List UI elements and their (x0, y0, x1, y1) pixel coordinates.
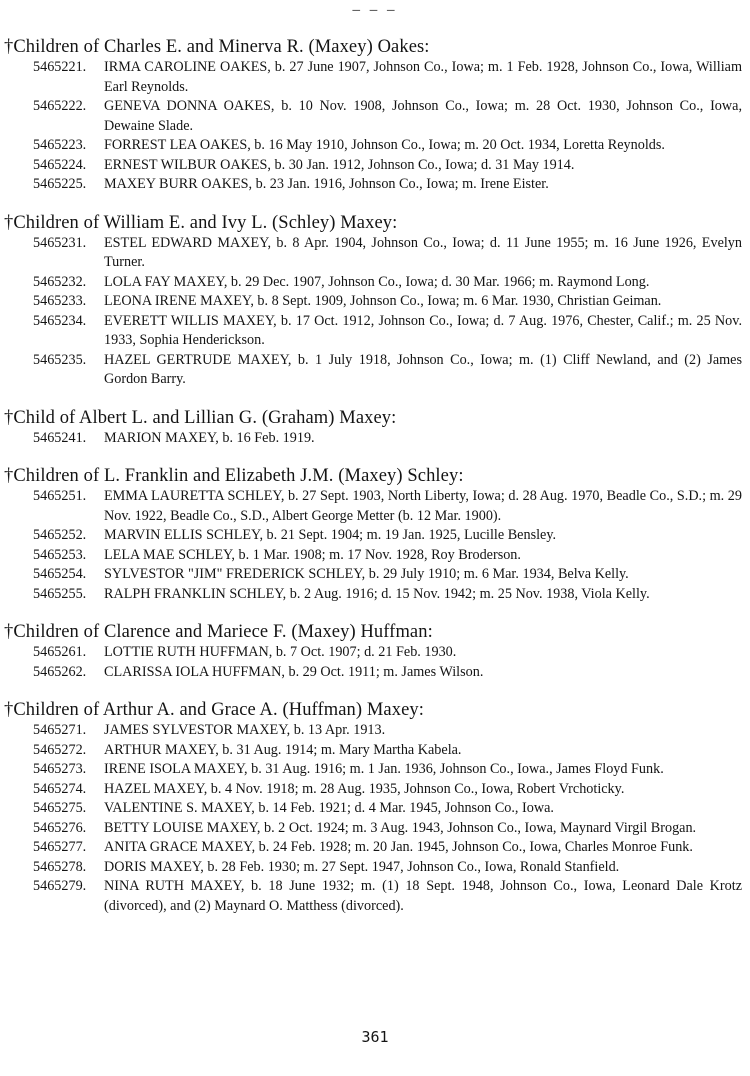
entry-text: LEONA IRENE MAXEY, b. 8 Sept. 1909, Johnson Co., Iowa; m. 6 Mar. 1930, Christian Geiman. (104, 293, 662, 309)
entry-number: 5465221. (33, 59, 87, 75)
entry-text: JAMES SYLVESTOR MAXEY, b. 13 Apr. 1913. (104, 722, 386, 738)
entry-text: LELA MAE SCHLEY, b. 1 Mar. 1908; m. 17 Nov. 1928, Roy Broderson. (104, 546, 521, 563)
entry-item (4, 156, 742, 176)
family-heading: †Children of William E. and Ivy L. (Schley) Maxey: (4, 212, 398, 233)
entry-number: 5465223. (33, 137, 87, 153)
entry-item (4, 838, 742, 858)
entry-number: 5465232. (33, 273, 87, 290)
entry-text: ARTHUR MAXEY, b. 31 Aug. 1914; m. Mary Martha Kabela. (104, 741, 462, 758)
entry-item (4, 819, 742, 839)
entry-item (4, 643, 742, 663)
family-section (4, 699, 742, 916)
entry-number: 5465277. (33, 839, 87, 855)
entry-number: 5465235. (33, 351, 87, 368)
entry-item (4, 351, 742, 390)
entry-text: GENEVA DONNA OAKES, b. 10 Nov. 1908, Johnson Co., Iowa; m. 28 Oct. 1930, Johnson Co., Iowa, Dewaine Slade. (104, 98, 742, 134)
family-heading: †Child of Albert L. and Lillian G. (Graham) Maxey: (4, 407, 397, 428)
entry-item (4, 136, 742, 156)
entry-item (4, 585, 742, 605)
entry-number: 5465271. (33, 722, 87, 738)
entry-number: 5465233. (33, 293, 87, 309)
page-number: 361 (361, 1028, 389, 1046)
entry-text: LOTTIE RUTH HUFFMAN, b. 7 Oct. 1907; d. 21 Feb. 1930. (104, 644, 457, 660)
family-section (4, 407, 742, 449)
entry-text: ESTEL EDWARD MAXEY, b. 8 Apr. 1904, Johnson Co., Iowa; d. 11 June 1955; m. 16 June 1926, Evelyn Turner. (104, 234, 742, 270)
entry-text: SYLVESTOR "JIM" FREDERICK SCHLEY, b. 29 July 1910; m. 6 Mar. 1934, Belva Kelly. (104, 566, 629, 582)
entry-item (4, 97, 742, 136)
entry-text: ANITA GRACE MAXEY, b. 24 Feb. 1928; m. 20 Jan. 1945, Johnson Co., Iowa, Charles Monroe Funk. (104, 839, 693, 855)
genealogy-content (4, 36, 742, 933)
entry-number: 5465261. (33, 644, 87, 660)
entry-item (4, 741, 742, 761)
entry-text: MARION MAXEY, b. 16 Feb. 1919. (104, 429, 315, 446)
entry-number: 5465234. (33, 312, 87, 329)
entry-number: 5465275. (33, 800, 87, 816)
family-heading: †Children of Arthur A. and Grace A. (Huffman) Maxey: (4, 700, 424, 720)
entry-number: 5465276. (33, 819, 87, 836)
entry-text: HAZEL MAXEY, b. 4 Nov. 1918; m. 28 Aug. 1935, Johnson Co., Iowa, Robert Vrchoticky. (104, 780, 625, 797)
entry-text: RALPH FRANKLIN SCHLEY, b. 2 Aug. 1916; d. 15 Nov. 1942; m. 25 Nov. 1938, Viola Kelly. (104, 585, 650, 602)
header-mark: – – – (352, 2, 398, 18)
entry-item (4, 429, 742, 449)
entry-text: HAZEL GERTRUDE MAXEY, b. 1 July 1918, Johnson Co., Iowa; m. (1) Cliff Newland, and (2) James Gordon Barry. (104, 351, 742, 387)
entry-text: NINA RUTH MAXEY, b. 18 June 1932; m. (1) 18 Sept. 1948, Johnson Co., Iowa, Leonard Dale Krotz (divorced), and (2) Maynard O. Matthess (divorced). (104, 878, 742, 914)
entry-number: 5465279. (33, 878, 87, 894)
entry-text: ERNEST WILBUR OAKES, b. 30 Jan. 1912, Johnson Co., Iowa; d. 31 May 1914. (104, 156, 575, 173)
family-section (4, 36, 742, 195)
entry-number: 5465278. (33, 858, 87, 875)
entry-item (4, 234, 742, 273)
entry-item (4, 799, 742, 819)
entry-item (4, 292, 742, 312)
entry-number: 5465254. (33, 566, 87, 582)
entry-number: 5465251. (33, 488, 87, 504)
entry-text: IRENE ISOLA MAXEY, b. 31 Aug. 1916; m. 1 Jan. 1936, Johnson Co., Iowa., James Floyd Funk. (104, 761, 664, 777)
entry-text: EVERETT WILLIS MAXEY, b. 17 Oct. 1912, Johnson Co., Iowa; d. 7 Aug. 1976, Chester, Calif.; m. 25 Nov. 1933, Sophia Henderickson. (104, 312, 742, 348)
entry-text: MAXEY BURR OAKES, b. 23 Jan. 1916, Johnson Co., Iowa; m. Irene Eister. (104, 176, 549, 192)
family-heading: †Children of Clarence and Mariece F. (Maxey) Huffman: (4, 622, 433, 642)
entry-text: EMMA LAURETTA SCHLEY, b. 27 Sept. 1903, North Liberty, Iowa; d. 28 Aug. 1970, Beadle Co., S.D.; m. 29 Nov. 1922, Beadle Co., S.D., Albert George Metter (b. 12 Mar. 1900). (104, 488, 742, 524)
entry-number: 5465231. (33, 234, 87, 251)
family-heading: †Children of Charles E. and Minerva R. (Maxey) Oakes: (4, 37, 430, 57)
entry-number: 5465255. (33, 585, 87, 602)
family-section (4, 212, 742, 390)
entry-item (4, 780, 742, 800)
entry-number: 5465262. (33, 663, 87, 680)
entry-item (4, 58, 742, 97)
entry-number: 5465225. (33, 176, 87, 192)
entry-item (4, 546, 742, 566)
entry-item (4, 175, 742, 195)
entry-text: DORIS MAXEY, b. 28 Feb. 1930; m. 27 Sept. 1947, Johnson Co., Iowa, Ronald Stanfield. (104, 858, 620, 875)
entry-text: CLARISSA IOLA HUFFMAN, b. 29 Oct. 1911; m. James Wilson. (104, 663, 484, 680)
entry-item (4, 858, 742, 878)
entry-number: 5465253. (33, 546, 87, 563)
entry-text: LOLA FAY MAXEY, b. 29 Dec. 1907, Johnson Co., Iowa; d. 30 Mar. 1966; m. Raymond Long. (104, 273, 650, 290)
entry-text: BETTY LOUISE MAXEY, b. 2 Oct. 1924; m. 3 Aug. 1943, Johnson Co., Iowa, Maynard Virgil Brogan. (104, 819, 697, 836)
entry-text: IRMA CAROLINE OAKES, b. 27 June 1907, Johnson Co., Iowa; m. 1 Feb. 1928, Johnson Co., Iowa, William Earl Reynolds. (104, 59, 742, 95)
entry-number: 5465241. (33, 429, 87, 446)
entry-text: VALENTINE S. MAXEY, b. 14 Feb. 1921; d. 4 Mar. 1945, Johnson Co., Iowa. (104, 800, 554, 816)
entry-item (4, 760, 742, 780)
entry-item (4, 877, 742, 916)
entry-number: 5465273. (33, 761, 87, 777)
entry-item (4, 526, 742, 546)
family-section (4, 621, 742, 682)
entry-item (4, 487, 742, 526)
entry-number: 5465222. (33, 98, 87, 114)
entry-number: 5465274. (33, 780, 87, 797)
entry-text: MARVIN ELLIS SCHLEY, b. 21 Sept. 1904; m. 19 Jan. 1925, Lucille Bensley. (104, 527, 557, 543)
family-heading: †Children of L. Franklin and Elizabeth J.M. (Maxey) Schley: (4, 466, 464, 486)
family-section (4, 465, 742, 604)
entry-item (4, 663, 742, 683)
entry-item (4, 565, 742, 585)
entry-item (4, 721, 742, 741)
entry-text: FORREST LEA OAKES, b. 16 May 1910, Johnson Co., Iowa; m. 20 Oct. 1934, Loretta Reynolds. (104, 137, 665, 153)
entry-number: 5465252. (33, 527, 87, 543)
entry-number: 5465272. (33, 741, 87, 758)
entry-number: 5465224. (33, 156, 87, 173)
entry-item (4, 273, 742, 293)
entry-item (4, 312, 742, 351)
